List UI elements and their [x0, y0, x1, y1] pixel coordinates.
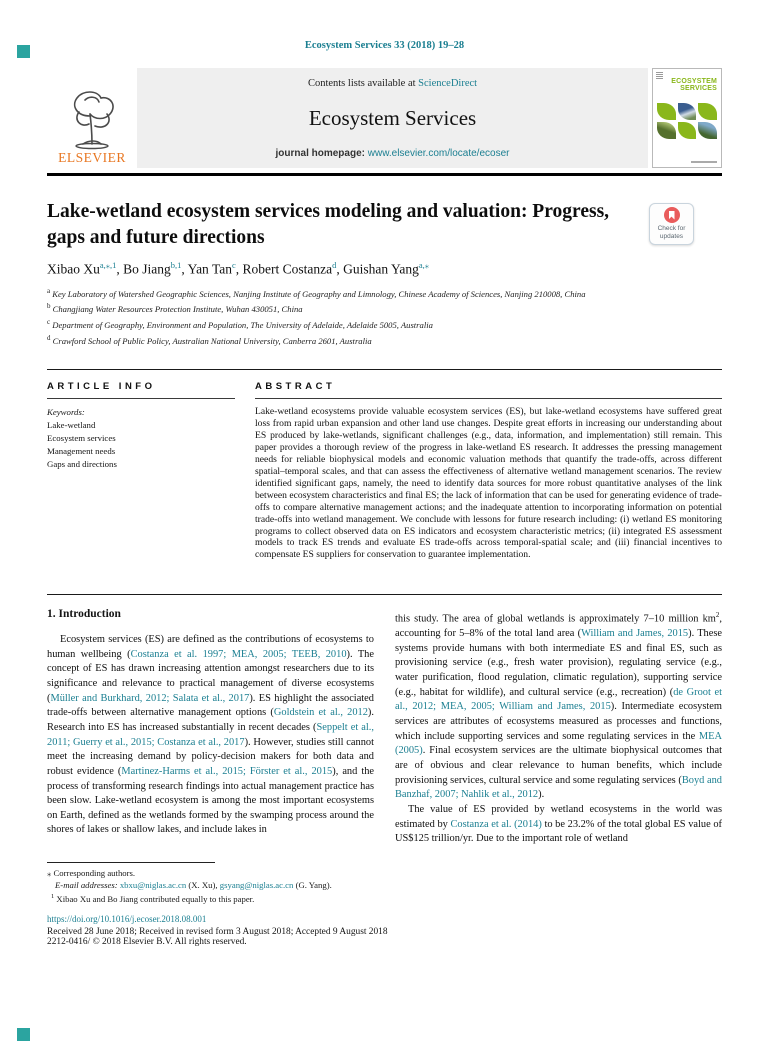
text-segment: ). However, studies still cannot meet the increasing demand by policy-decision makers for both data and robust evidence ( — [47, 736, 374, 777]
homepage-link[interactable]: www.elsevier.com/locate/ecoser — [367, 148, 510, 159]
cover-title-line2: SERVICES — [680, 85, 717, 92]
leaf-icon — [698, 122, 717, 139]
abstract-rule — [255, 398, 722, 400]
text-segment: ). These systems provide humans with both intermediate ES and final ES, such as provisioning service (e.g., fresh water provision), regulating service (e.g., water purification, flood regulation, climatic regulation), supporting service (e.g., habitat for wildlife), and cultural service (e.g., recreation) ( — [395, 628, 723, 698]
superscript: c — [47, 318, 51, 327]
cover-title — [671, 78, 717, 92]
doi-link[interactable]: https://doi.org/10.1016/j.ecoser.2018.08.001 — [47, 913, 207, 924]
text-segment: . Final ecosystem services are the ultimate biophysical outcomes that are of obvious and clear relevance to human benefits, which include provisioning services, cultural service and some regulating services ( — [395, 745, 722, 786]
keyword-item: Ecosystem services — [47, 433, 116, 444]
article-info-column — [47, 381, 235, 582]
scan-mark-bottom — [17, 1028, 30, 1041]
article-info-abstract-section — [47, 370, 722, 582]
superscript: d — [47, 334, 51, 343]
leaf-icon — [657, 122, 676, 139]
elsevier-wordmark: ELSEVIER — [58, 150, 126, 165]
journal-title: Ecosystem Services — [308, 106, 477, 130]
intro-paragraph-right — [395, 608, 722, 803]
citation-link[interactable]: d — [332, 260, 337, 270]
body-columns — [47, 608, 722, 847]
text-segment: (X. Xu), — [186, 879, 220, 890]
citation-link[interactable]: a,⁎ — [418, 260, 430, 270]
superscript: 2 — [715, 610, 720, 619]
superscript: a — [47, 286, 51, 295]
journal-cover-thumbnail — [652, 68, 722, 168]
citation-link[interactable]: a,⁎,1 — [99, 260, 117, 270]
authors-line — [47, 260, 722, 278]
update-badge-icon — [664, 207, 680, 223]
sciencedirect-link[interactable]: ScienceDirect — [418, 78, 478, 89]
keyword-item: Lake-wetland — [47, 420, 96, 431]
leaf-icon — [657, 103, 676, 120]
text-segment: Changjiang Water Resources Protection Institute, Wuhan 430051, China — [50, 304, 303, 315]
contents-prefix: Contents lists available at — [307, 78, 419, 89]
affiliation-item — [47, 300, 722, 316]
email-link-xu[interactable]: xbxu@niglas.ac.cn — [119, 879, 187, 890]
citation-link[interactable]: Müller and Burkhard, 2012; Salata et al., 2017 — [50, 692, 250, 704]
footnotes — [47, 867, 722, 905]
received-dates: Received 28 June 2018; Received in revised form 3 August 2018; Accepted 9 August 2018 — [47, 926, 388, 937]
email-addresses-note — [47, 879, 722, 891]
citation-link[interactable]: Boyd and Banzhaf, 2007; Nahlik et al., 2012 — [395, 774, 722, 801]
text-segment: ). Intermediate ecosystem services are attributes of ecosystems measured as processes and functions, which include supporting services and some regulating services in the — [395, 701, 722, 742]
contents-line — [308, 78, 477, 89]
header-center — [137, 68, 648, 168]
abstract-column — [255, 381, 722, 582]
keyword-item: Management needs — [47, 446, 116, 457]
text-segment: Crawford School of Public Policy, Australian National University, Canberra 2601, Australia — [50, 335, 372, 346]
article-info-rule — [47, 398, 235, 400]
cover-title-line1: ECOSYSTEM — [671, 78, 717, 85]
journal-header-box — [47, 68, 722, 168]
badge-label — [658, 225, 686, 240]
cover-leaf-grid — [657, 103, 717, 139]
citation-link[interactable]: Seppelt et al., 2011; Guerry et al., 2015; Costanza et al., 2017 — [47, 721, 374, 748]
copyright-line: 2212-0416/ © 2018 Elsevier B.V. All rights reserved. — [47, 936, 247, 947]
text-segment: ). The concept of ES has drawn increasing attention amongst researchers due to its significance and relevance to practical management of diverse ecosystems ( — [47, 648, 374, 704]
abstract-heading: ABSTRACT — [255, 380, 336, 392]
text-segment: (G. Yang). — [293, 879, 332, 890]
text-segment: Department of Geography, Environment and Population, The University of Adelaide, Adelaide 5005, Australia — [50, 320, 433, 331]
elsevier-logo — [47, 68, 137, 168]
text-segment: , Yan Tan — [181, 261, 232, 277]
citation-link[interactable]: Costanza et al. 1997; MEA, 2005; TEEB, 2010 — [130, 648, 347, 660]
header-rule — [47, 173, 722, 176]
citation-link[interactable]: Goldstein et al., 2012 — [273, 707, 368, 719]
cover-corner-mark — [656, 72, 663, 80]
citation-link[interactable]: Costanza et al. (2014) — [450, 818, 542, 830]
cover-caption-line — [691, 161, 717, 163]
footnote-rule — [47, 862, 215, 863]
keyword-item: Gaps and directions — [47, 459, 117, 470]
text-segment: , Guishan Yang — [336, 261, 419, 277]
info-section-bottom-rule — [47, 594, 722, 595]
check-for-updates-badge[interactable] — [649, 203, 694, 245]
badge-label-line2: updates — [659, 232, 684, 240]
abstract-text: Lake-wetland ecosystems provide valuable ecosystem services (ES), but lake-wetland ecosystems have suffered great loss from rapid urban expansion and other land use changes. Despite great efforts in increasing our understanding about ES produced by lake-wetlands, significant challenges (e.g., data, information, and implementation) still remain. This paper provides a thorough review of the progress in lake-wetland ES research. It addresses the pressing management needs for reliable biophysical models and economic valuation methods that quantify the trade-offs, across different spatial–temporal scales, and that can assess the effectiveness of alternative wetland management scenarios. The review identified significant gaps, namely, the need to identify data sources for more robust quantitative analyses of the link between ecosystem characteristics and final ES; the lack of information that can be used for generating evidence of trade-offs to compare alternative management actions; and the inadequate attention to incorporating information on potential trade-offs into wetland management. We conclude with lessons for future research including: (i) wetland ES monitoring programs to collect observed data on ES indicators and ecosystem characteristic metrics; (ii) integrated ES assessment models to track ES trends and evaluate ES trade-offs across temporal-spatial scale; and (iii) financial incentives to compensate ES suppliers for conservation to guarantee implementation. — [255, 406, 722, 561]
homepage-line — [276, 148, 510, 159]
text-segment: E-mail addresses: — [55, 879, 120, 890]
article-title: Lake-wetland ecosystem services modeling and valuation: Progress, gaps and future directions — [47, 201, 610, 248]
affiliation-item — [47, 285, 722, 301]
text-segment: this study. The area of global wetlands is approximately 7–10 million km — [395, 613, 716, 625]
contribution-note — [47, 891, 722, 905]
citation-link[interactable]: Martinez-Harms et al., 2015; Förster et al., 2015 — [121, 765, 333, 777]
affiliation-item — [47, 332, 722, 348]
text-segment: , Bo Jiang — [116, 261, 171, 277]
citation-link[interactable]: MEA (2005) — [395, 730, 722, 757]
email-link-yang[interactable]: gsyang@niglas.ac.cn — [219, 879, 294, 890]
leaf-icon — [698, 103, 717, 120]
paper-page — [0, 40, 768, 1064]
text-segment: ), and the process of transforming research findings into actual management practice has been slow. Lake-wetland ecosystem is among the most important ecosystems on Earth, defined as the wetlands formed by the swamping process around the shores of lakes or shallow lakes, and include lakes in — [47, 765, 375, 836]
text-segment: Key Laboratory of Watershed Geographic Sciences, Nanjing Institute of Geography and Limnology, Chinese Academy of Sciences, Nanjing 210008, China — [50, 288, 586, 299]
keywords-label: Keywords: — [47, 407, 85, 418]
article-info-heading: ARTICLE INFO — [47, 380, 156, 392]
text-segment: Ecosystem services (ES) are defined as the contributions of ecosystems to human wellbeing ( — [47, 633, 374, 660]
intro-paragraph-left — [47, 633, 374, 838]
leaf-icon — [678, 103, 697, 120]
citation-link[interactable]: de Groot et al., 2012; MEA, 2005; William and James, 2015 — [395, 686, 722, 713]
affiliations — [47, 285, 722, 348]
scan-mark-top — [17, 45, 30, 58]
text-segment: , Robert Costanza — [235, 261, 333, 277]
text-segment: Xibao Xu — [47, 261, 100, 277]
value-paragraph — [395, 803, 722, 847]
section-heading-introduction: 1. Introduction — [47, 607, 121, 620]
body-right-column — [395, 608, 722, 847]
citation-link[interactable]: c — [232, 260, 236, 270]
citation-link[interactable]: William and James, 2015 — [581, 628, 689, 640]
text-segment: ). — [538, 789, 545, 801]
text-segment: to be 23.2% of the total global ES value of US$125 trillion/yr. Due to the important role of wetland — [395, 818, 723, 845]
body-left-column — [47, 608, 374, 847]
text-segment: The value of ES provided by wetland ecosystems in the world was estimated by — [395, 803, 722, 830]
text-segment: Xibao Xu and Bo Jiang contributed equally to this paper. — [54, 893, 255, 904]
badge-label-line1: Check for — [657, 225, 686, 232]
text-segment: , accounting for 5–8% of the total land area ( — [395, 613, 722, 640]
elsevier-tree-icon — [63, 86, 121, 152]
leaf-icon — [678, 122, 697, 139]
affiliation-item — [47, 316, 722, 332]
superscript: 1 — [51, 892, 55, 900]
citation-link[interactable]: b,1 — [170, 260, 182, 270]
journal-ref: Ecosystem Services 33 (2018) 19–28 — [304, 40, 465, 51]
homepage-prefix: journal homepage: — [275, 148, 368, 159]
corresponding-authors-note: ⁎ Corresponding authors. — [47, 867, 136, 878]
superscript: b — [47, 302, 51, 311]
text-segment: ). Research into ES has increased substantially in recent decades ( — [47, 707, 374, 733]
text-segment: ). ES highlight the associated trade-offs between alternative management options ( — [47, 692, 374, 719]
